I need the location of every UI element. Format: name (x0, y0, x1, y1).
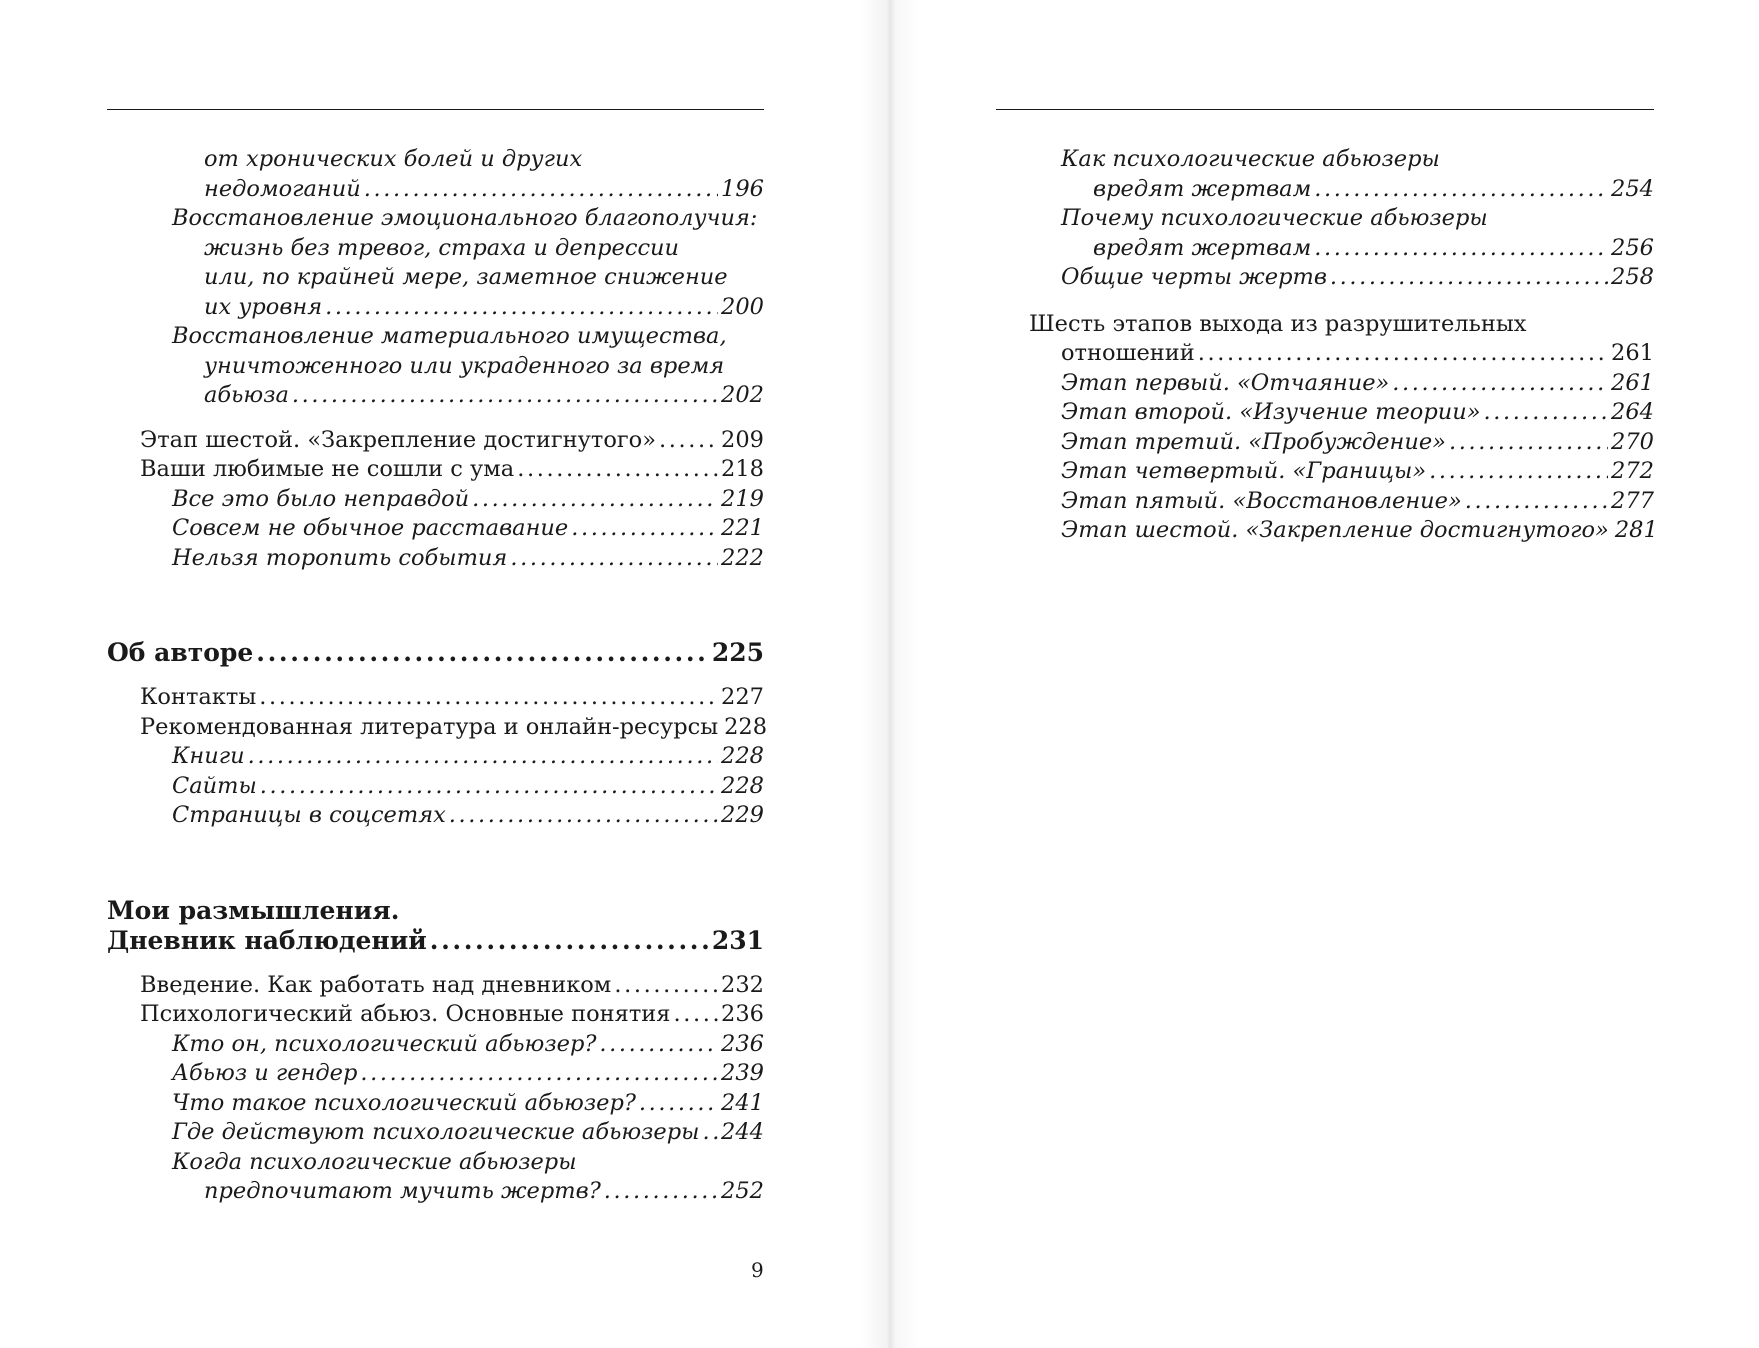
toc-page-number: 256 (1611, 234, 1654, 261)
toc-page-number: 281 (1614, 517, 1658, 543)
dot-leader (1314, 234, 1608, 264)
dot-leader (1392, 369, 1608, 399)
toc-entry-line (140, 426, 764, 456)
toc-page-number: 277 (1611, 487, 1654, 514)
toc-entry (107, 683, 764, 713)
toc-page-number: 228 (724, 713, 768, 740)
toc-entry (107, 742, 764, 772)
header-rule (996, 109, 1654, 110)
dot-leader (604, 1177, 718, 1207)
toc-entry-title: Почему психологические абьюзеры (1061, 205, 1488, 231)
toc-entry (107, 1118, 764, 1148)
toc-entry (107, 1000, 764, 1030)
toc-entry (107, 426, 764, 456)
dot-leader (449, 801, 718, 831)
toc-entry-title: Этап четвертый. «Границы» (1061, 458, 1427, 484)
dot-leader (614, 971, 718, 1001)
toc-page-number: 228 (721, 772, 764, 799)
toc-entry-title: вредят жертвам (1093, 234, 1312, 261)
toc-entry-title: Этап третий. «Пробуждение» (1061, 428, 1446, 455)
toc-entry (107, 322, 764, 411)
toc-entry-line (172, 1177, 764, 1207)
toc-right (996, 145, 1658, 546)
toc-entry-title: Дневник наблюдений (107, 925, 427, 955)
toc-entry-title: Мои размышления. (107, 895, 400, 925)
toc-entry (107, 1059, 764, 1089)
toc-entry (996, 369, 1654, 399)
toc-entry-title: Рекомендованная литература и онлайн-ресурсы (140, 713, 719, 740)
page-number: 9 (751, 1258, 764, 1282)
toc-page-number: 218 (721, 456, 764, 482)
toc-entry-title: уничтоженного или украденного за время (204, 352, 725, 379)
dot-leader (571, 514, 718, 544)
toc-page-number: 236 (721, 1001, 764, 1027)
toc-entry-line (140, 713, 768, 743)
toc-entry-title: Где действуют психологические абьюзеры (172, 1119, 700, 1145)
toc-entry (107, 1148, 764, 1207)
toc-entry-title: Страницы в соцсетях (172, 802, 446, 828)
dot-leader (1449, 428, 1608, 458)
toc-entry (996, 263, 1654, 293)
toc-page-number: 261 (1611, 340, 1654, 366)
toc-entry-line (1061, 516, 1658, 546)
toc-entry-title: жизнь без тревог, страха и депрессии (204, 234, 680, 261)
toc-entry-title: Этап первый. «Отчаяние» (1061, 369, 1390, 396)
toc-page-number: 225 (711, 638, 764, 667)
toc-entry-line (107, 896, 764, 926)
toc-entry-title: Восстановление эмоционального благополучия: (172, 205, 758, 231)
toc-entry-title: Совсем не обычное расставание (172, 515, 569, 541)
toc-entry-line (172, 514, 764, 544)
toc-entry (107, 801, 764, 831)
toc-entry-line (1029, 310, 1654, 340)
toc-entry-title: Ваши любимые не сошли с ума (140, 456, 515, 482)
toc-entry-title: Сайты (172, 772, 257, 799)
toc-entry-title: Этап второй. «Изучение теории» (1061, 399, 1481, 425)
toc-page-number: 202 (721, 382, 764, 408)
toc-entry-title: вредят жертвам (1093, 175, 1312, 202)
toc-entry-title: Нельзя торопить события (172, 544, 508, 571)
toc-entry-title: или, по крайней мере, заметное снижение (204, 264, 728, 290)
toc-entry-title: Общие черты жертв (1061, 264, 1327, 290)
toc-entry (996, 487, 1654, 517)
dot-leader (702, 1118, 718, 1148)
dot-leader (430, 926, 709, 956)
dot-leader (510, 544, 718, 574)
dot-leader (256, 638, 709, 668)
dot-leader (360, 1059, 718, 1089)
toc-entry (996, 428, 1654, 458)
dot-leader (1429, 457, 1608, 487)
toc-entry-line (1061, 204, 1654, 234)
toc-page-number: 270 (1611, 428, 1654, 455)
toc-entry-title: Когда психологические абьюзеры (172, 1148, 577, 1175)
toc-entry (107, 485, 764, 515)
toc-entry-line (1061, 175, 1654, 205)
dot-leader (659, 426, 718, 456)
toc-entry (107, 204, 764, 322)
dot-leader (599, 1030, 718, 1060)
dot-leader (1314, 175, 1608, 205)
toc-entry (107, 455, 764, 485)
toc-page-number: 261 (1611, 369, 1654, 396)
toc-page-number: 200 (721, 293, 764, 320)
dot-leader (325, 293, 718, 323)
toc-entry-title: Кто он, психологический абьюзер? (172, 1030, 597, 1057)
toc-entry (107, 1089, 764, 1119)
toc-entry-line (1061, 263, 1654, 293)
toc-entry-line (107, 638, 764, 668)
toc-entry (996, 310, 1654, 369)
toc-entry-title: Этап шестой. «Закрепление достигнутого» (140, 426, 656, 453)
toc-entry-line (1029, 339, 1654, 369)
toc-entry-line (1061, 369, 1654, 399)
toc-entry-title: недомоганий (204, 175, 361, 202)
toc-entry-line (1061, 457, 1654, 487)
toc-page-number: 252 (721, 1178, 764, 1204)
toc-entry-line (172, 544, 764, 574)
toc-entry-title: Психологический абьюз. Основные понятия (140, 1001, 671, 1027)
toc-entry-line (172, 1118, 764, 1148)
toc-entry (107, 772, 764, 802)
toc-page-number: 221 (721, 515, 764, 541)
toc-page-number: 231 (711, 925, 764, 955)
toc-entry-line (172, 801, 764, 831)
toc-entry-title: абьюза (204, 382, 289, 408)
toc-entry-line (172, 742, 764, 772)
toc-page-number: 229 (721, 802, 764, 828)
toc-entry-line (172, 772, 764, 802)
toc-entry-line (140, 971, 764, 1001)
toc-entry-title: Шесть этапов выхода из разрушительных (1029, 310, 1527, 337)
toc-entry-line (172, 322, 764, 352)
toc-entry-line (1061, 398, 1654, 428)
toc-chapter-entry (107, 896, 764, 956)
toc-entry (996, 145, 1654, 204)
toc-entry-line (172, 1059, 764, 1089)
dot-leader (1465, 487, 1608, 517)
toc-entry (996, 204, 1654, 263)
toc-entry-line (172, 1089, 764, 1119)
toc-entry-line (172, 293, 764, 323)
toc-entry-title: Об авторе (107, 638, 254, 667)
toc-entry (107, 713, 768, 743)
toc-entry (107, 514, 764, 544)
toc-page-number: 239 (721, 1060, 764, 1086)
toc-left (107, 145, 768, 1207)
toc-page-number: 228 (721, 743, 764, 769)
toc-entry (107, 1030, 764, 1060)
toc-entry-title: Этап пятый. «Восстановление» (1061, 487, 1462, 514)
toc-entry-title: Все это было неправдой (172, 485, 470, 512)
toc-page-number: 272 (1611, 458, 1654, 484)
toc-chapter-entry (107, 638, 764, 668)
toc-entry-title: Введение. Как работать над дневником (140, 971, 612, 998)
header-rule (107, 109, 764, 110)
toc-entry-line (140, 455, 764, 485)
dot-leader (292, 381, 718, 411)
toc-entry-line (1061, 145, 1654, 175)
toc-entry-title: Абьюз и гендер (172, 1060, 358, 1086)
dot-leader (260, 772, 718, 802)
toc-entry-line (172, 145, 764, 175)
toc-entry-line (140, 1000, 764, 1030)
toc-page-number: 244 (721, 1119, 764, 1145)
dot-leader (364, 175, 718, 205)
toc-entry-title: от хронических болей и других (204, 146, 583, 172)
toc-entry-line (172, 1030, 764, 1060)
toc-entry-line (1061, 234, 1654, 264)
toc-entry-title: Книги (172, 743, 245, 769)
dot-leader (1483, 398, 1608, 428)
dot-leader (673, 1000, 718, 1030)
toc-entry-title: их уровня (204, 293, 323, 320)
toc-entry-line (172, 263, 764, 293)
right-page (880, 0, 1759, 1348)
toc-entry (107, 544, 764, 574)
toc-entry-line (172, 234, 764, 264)
toc-entry-title: Этап шестой. «Закрепление достигнутого» (1061, 517, 1609, 543)
toc-entry-line (172, 1148, 764, 1178)
dot-leader (472, 485, 718, 515)
toc-entry (996, 398, 1654, 428)
toc-entry (996, 457, 1654, 487)
toc-entry-line (172, 381, 764, 411)
toc-entry-title: предпочитают мучить жертв? (204, 1178, 601, 1204)
toc-page-number: 232 (721, 971, 764, 998)
toc-entry (996, 516, 1658, 546)
toc-page-number: 222 (721, 544, 764, 571)
toc-entry (107, 971, 764, 1001)
toc-page-number: 227 (721, 684, 764, 710)
dot-leader (248, 742, 718, 772)
dot-leader (639, 1089, 718, 1119)
dot-leader (1198, 339, 1608, 369)
toc-page-number: 209 (721, 426, 764, 453)
toc-entry-line (1061, 487, 1654, 517)
toc-page-number: 264 (1611, 399, 1654, 425)
toc-entry-line (172, 485, 764, 515)
toc-entry-line (1061, 428, 1654, 458)
toc-entry-title: Что такое психологический абьюзер? (172, 1089, 636, 1116)
toc-page-number: 258 (1611, 264, 1654, 290)
toc-entry-title: Контакты (140, 684, 257, 710)
toc-entry-line (172, 175, 764, 205)
dot-leader (1330, 263, 1608, 293)
toc-page-number: 196 (721, 175, 764, 202)
toc-page-number: 254 (1611, 175, 1654, 202)
toc-entry-title: Восстановление материального имущества, (172, 323, 727, 349)
dot-leader (259, 683, 718, 713)
toc-entry-title: отношений (1061, 340, 1195, 366)
toc-entry (107, 145, 764, 204)
toc-entry-title: Как психологические абьюзеры (1061, 146, 1440, 172)
toc-entry-line (140, 683, 764, 713)
toc-entry-line (172, 352, 764, 382)
toc-page-number: 236 (721, 1030, 764, 1057)
toc-entry-line (172, 204, 764, 234)
dot-leader (517, 455, 718, 485)
toc-entry-line (107, 926, 764, 956)
toc-page-number: 219 (721, 485, 764, 512)
toc-page-number: 241 (721, 1089, 764, 1116)
